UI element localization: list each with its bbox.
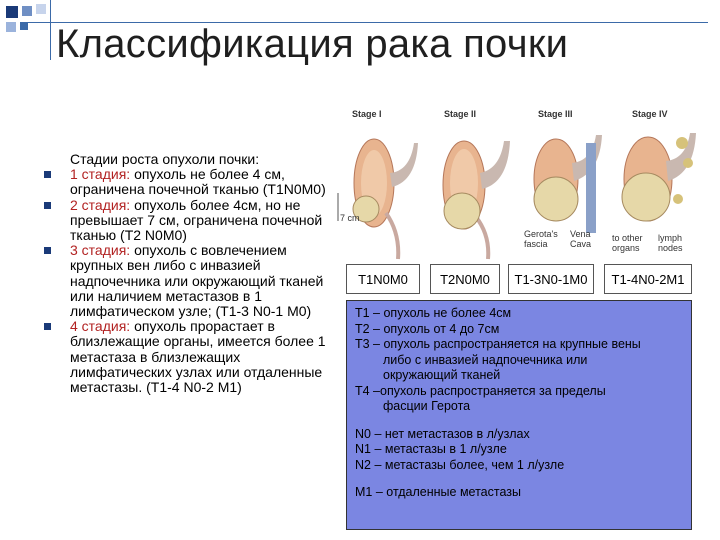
stage-item-1 — [70, 167, 332, 197]
bullet — [44, 171, 51, 178]
lymph-nodes-caption: lymph nodes — [658, 233, 683, 253]
tnm-legend-box — [346, 300, 692, 530]
stage-label: 3 стадия: — [70, 242, 131, 259]
stages-heading: Стадии роста опухоли почки: — [70, 151, 260, 167]
stage-3-figure — [516, 103, 606, 261]
t3-cont-1: либо с инвазией надпочечника или — [383, 352, 588, 367]
m1-line: M1 – отдаленные метастазы — [355, 485, 521, 499]
stage-title: Stage IV — [632, 109, 668, 119]
tnm-box-stage-4: T1-4N0-2M1 — [604, 264, 692, 294]
stage-item-2 — [70, 198, 332, 244]
stage-4-figure — [610, 103, 700, 261]
corner-decoration — [0, 0, 60, 40]
bullet — [44, 323, 51, 330]
kidney-illustration — [422, 103, 512, 261]
vena-cava-caption: Vena Cava — [570, 229, 592, 249]
stage-item-3 — [70, 243, 332, 319]
tnm-box-stage-2: T2N0M0 — [430, 264, 500, 294]
n0-line: N0 – нет метастазов в л/узлах — [355, 426, 530, 441]
bullet — [44, 202, 51, 209]
kidney-illustration — [330, 103, 420, 261]
n1-line: N1 – метастазы в 1 л/узле — [355, 442, 507, 456]
kidney-stages-illustration — [330, 103, 710, 261]
stage-desc: опухоль не более 4 см, ограничена почечной тканью (T1N0M0) — [70, 166, 326, 198]
stage-desc: опухоль с вовлечением крупных вен либо с инвазией надпочечника или окружающий тканей или наличием метастазов в 1 лимфатическом узле; (T1-3 N0-1 M0) — [70, 242, 324, 320]
t3-line: T3 – опухоль распространяется на крупные вены — [355, 337, 641, 351]
stage-title: Stage III — [538, 109, 573, 119]
t3-cont-2: окружающий тканей — [383, 368, 501, 382]
tnm-box-stage-1: T1N0M0 — [346, 264, 420, 294]
page-title: Классификация рака почки — [56, 22, 569, 66]
stage-label: 2 стадия: — [70, 196, 131, 213]
stage-title: Stage I — [352, 109, 382, 119]
stage-item-4 — [70, 319, 332, 395]
stage-desc: опухоль прорастает в близлежащие органы, имеется более 1 метастаза в близлежащих лимфатических узлах или отдаленные метастазы. (T1-4 N0-2 M1) — [70, 318, 326, 396]
bullet — [44, 247, 51, 254]
stages-text — [32, 152, 332, 395]
stage-2-figure — [422, 103, 512, 261]
stage-desc: опухоль более 4см, но не превышает 7 см, ограничена почечной тканью (T2 N0M0) — [70, 196, 323, 244]
stage-label: 4 стадия: — [70, 318, 131, 335]
t4-cont: фасции Герота — [383, 399, 471, 413]
n2-line: N2 – метастазы более, чем 1 л/узле — [355, 457, 565, 472]
gerota-caption: Gerota's fascia — [524, 229, 558, 249]
tnm-box-stage-3: T1-3N0-1M0 — [508, 264, 594, 294]
stage-1-figure — [330, 103, 420, 261]
t2-line: T2 – опухоль от 4 до 7см — [355, 321, 500, 336]
stage-title: Stage II — [444, 109, 477, 119]
t4-line: T4 –опухоль распространяется за пределы — [355, 383, 606, 398]
size-label: 7 cm — [340, 213, 360, 223]
stage-label: 1 стадия: — [70, 166, 131, 183]
t1-line: T1 – опухоль не более 4см — [355, 306, 512, 320]
other-organs-caption: to other organs — [612, 233, 643, 253]
decor-vertical-line — [50, 0, 51, 60]
